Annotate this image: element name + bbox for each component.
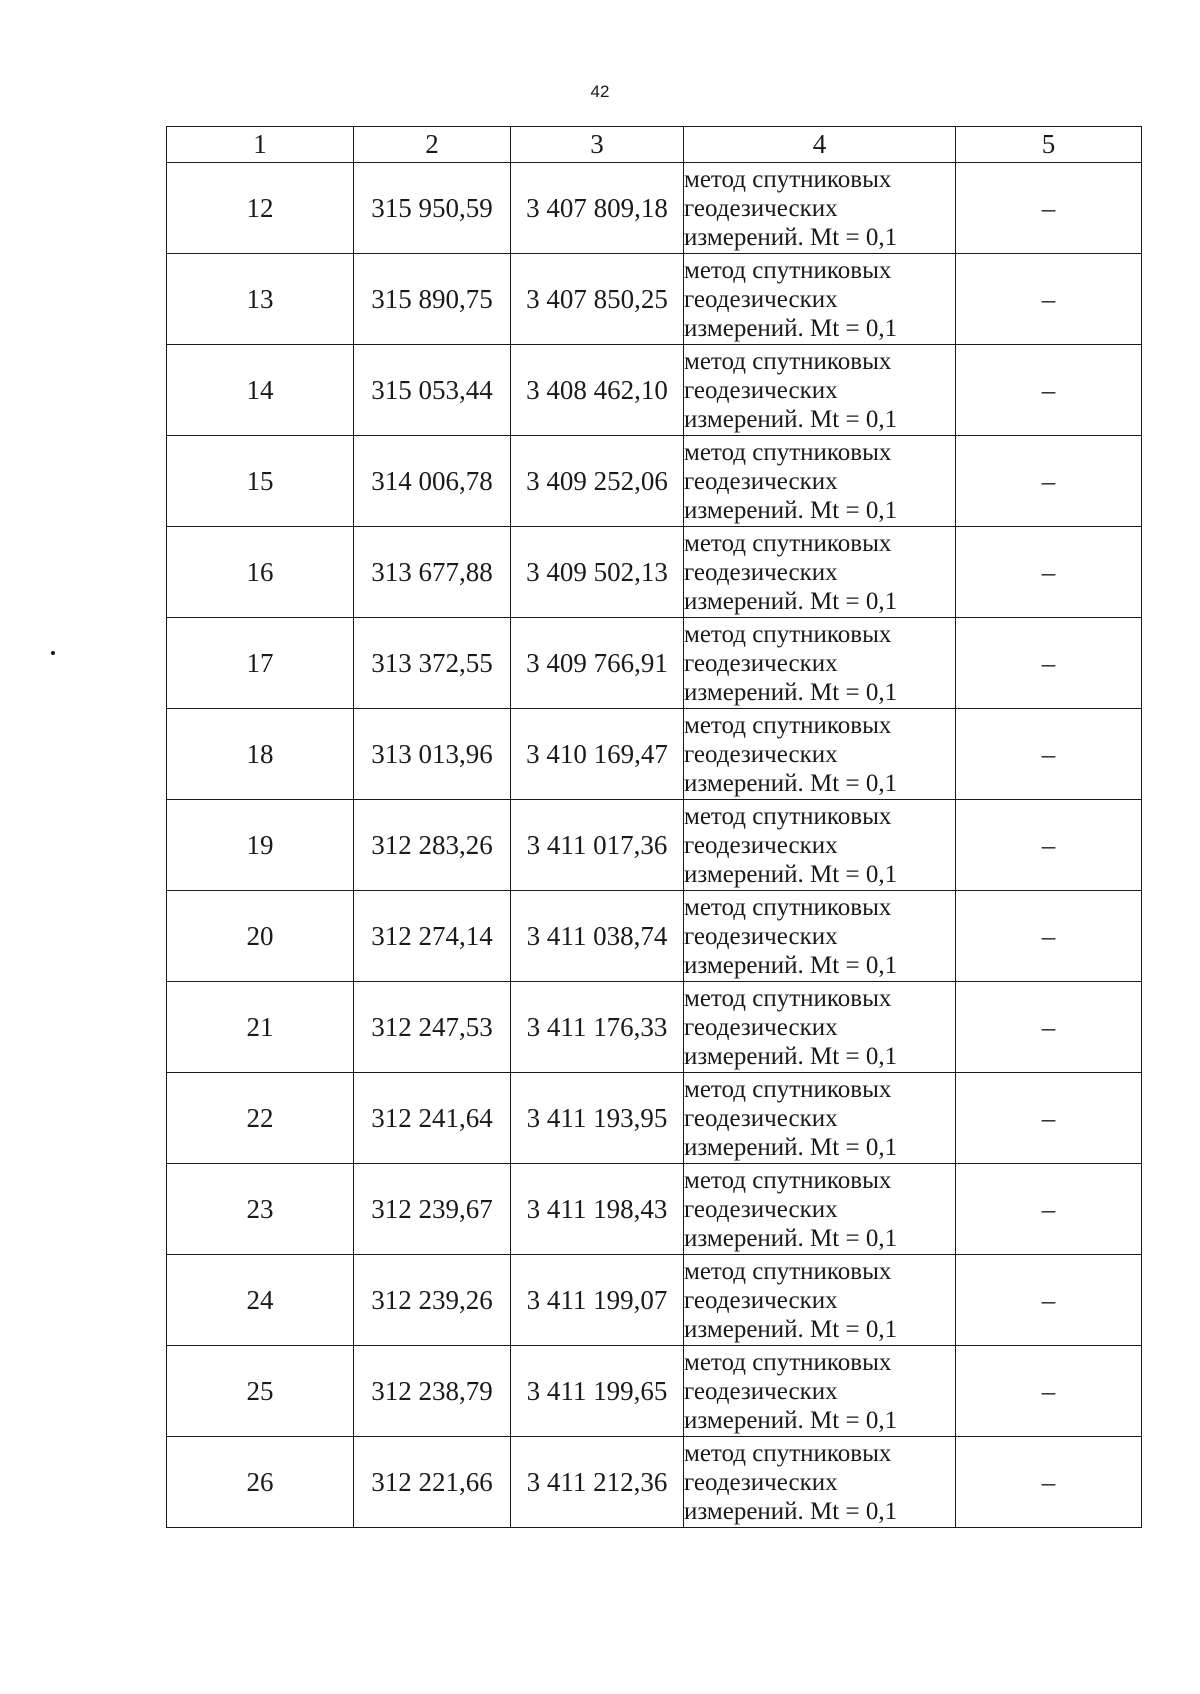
y-coordinate-cell: 3 411 212,36	[511, 1437, 684, 1528]
method-line: геодезических	[684, 1468, 838, 1496]
x-coordinate-cell: 312 283,26	[354, 800, 511, 891]
point-number-cell: 20	[167, 891, 354, 982]
point-number-cell: 18	[167, 709, 354, 800]
point-number-cell: 23	[167, 1164, 354, 1255]
table-row	[167, 891, 1142, 982]
method-line: геодезических	[684, 467, 838, 495]
x-coordinate-cell: 315 950,59	[354, 163, 511, 254]
method-line: измерений. Mt = 0,1	[684, 1315, 898, 1343]
x-coordinate-cell: 313 372,55	[354, 618, 511, 709]
header-cell-3: 3	[511, 127, 684, 163]
y-coordinate-cell: 3 411 176,33	[511, 982, 684, 1073]
point-number-cell: 12	[167, 163, 354, 254]
x-coordinate-cell: 312 247,53	[354, 982, 511, 1073]
header-row	[167, 127, 1142, 163]
point-number-cell: 26	[167, 1437, 354, 1528]
table-row	[167, 1164, 1142, 1255]
method-cell	[684, 709, 956, 800]
point-number-cell: 16	[167, 527, 354, 618]
x-coordinate-cell: 315 890,75	[354, 254, 511, 345]
y-coordinate-cell: 3 407 809,18	[511, 163, 684, 254]
method-line: измерений. Mt = 0,1	[684, 1406, 898, 1434]
note-cell: –	[956, 1437, 1142, 1528]
page-number: 42	[590, 82, 610, 101]
x-coordinate-cell: 312 239,67	[354, 1164, 511, 1255]
point-number-cell: 13	[167, 254, 354, 345]
method-line: геодезических	[684, 376, 838, 404]
note-cell: –	[956, 1255, 1142, 1346]
point-number-cell: 15	[167, 436, 354, 527]
point-number-cell: 22	[167, 1073, 354, 1164]
method-line: геодезических	[684, 1377, 838, 1405]
method-cell	[684, 527, 956, 618]
method-line: метод спутниковых	[684, 1348, 892, 1376]
method-line: геодезических	[684, 1286, 838, 1314]
method-line: измерений. Mt = 0,1	[684, 1042, 898, 1070]
table-row	[167, 254, 1142, 345]
header-cell-4: 4	[684, 127, 956, 163]
method-line: измерений. Mt = 0,1	[684, 587, 898, 615]
method-line: геодезических	[684, 1195, 838, 1223]
note-cell: –	[956, 345, 1142, 436]
method-cell	[684, 436, 956, 527]
note-cell: –	[956, 891, 1142, 982]
method-cell	[684, 254, 956, 345]
note-cell: –	[956, 618, 1142, 709]
y-coordinate-cell: 3 411 038,74	[511, 891, 684, 982]
table-row	[167, 982, 1142, 1073]
x-coordinate-cell: 314 006,78	[354, 436, 511, 527]
method-line: метод спутниковых	[684, 347, 892, 375]
point-number-cell: 21	[167, 982, 354, 1073]
method-line: геодезических	[684, 1013, 838, 1041]
y-coordinate-cell: 3 407 850,25	[511, 254, 684, 345]
method-line: метод спутниковых	[684, 1166, 892, 1194]
table-row	[167, 1437, 1142, 1528]
note-cell: –	[956, 163, 1142, 254]
method-line: метод спутниковых	[684, 438, 892, 466]
note-cell: –	[956, 982, 1142, 1073]
y-coordinate-cell: 3 411 199,65	[511, 1346, 684, 1437]
method-line: измерений. Mt = 0,1	[684, 223, 898, 251]
method-cell	[684, 1073, 956, 1164]
method-cell	[684, 1164, 956, 1255]
table-row	[167, 1073, 1142, 1164]
x-coordinate-cell: 315 053,44	[354, 345, 511, 436]
table-row	[167, 800, 1142, 891]
table-row	[167, 618, 1142, 709]
method-line: метод спутниковых	[684, 256, 892, 284]
y-coordinate-cell: 3 410 169,47	[511, 709, 684, 800]
table-row	[167, 1346, 1142, 1437]
y-coordinate-cell: 3 411 199,07	[511, 1255, 684, 1346]
method-line: геодезических	[684, 740, 838, 768]
table-body	[167, 163, 1142, 1528]
method-cell	[684, 618, 956, 709]
method-cell	[684, 1437, 956, 1528]
x-coordinate-cell: 313 013,96	[354, 709, 511, 800]
method-line: метод спутниковых	[684, 711, 892, 739]
point-number-cell: 19	[167, 800, 354, 891]
note-cell: –	[956, 436, 1142, 527]
x-coordinate-cell: 312 238,79	[354, 1346, 511, 1437]
y-coordinate-cell: 3 411 017,36	[511, 800, 684, 891]
method-line: измерений. Mt = 0,1	[684, 860, 898, 888]
method-cell	[684, 345, 956, 436]
method-line: метод спутниковых	[684, 984, 892, 1012]
method-cell	[684, 800, 956, 891]
x-coordinate-cell: 312 274,14	[354, 891, 511, 982]
note-cell: –	[956, 254, 1142, 345]
method-line: метод спутниковых	[684, 893, 892, 921]
method-cell	[684, 163, 956, 254]
note-cell: –	[956, 1164, 1142, 1255]
table-row	[167, 709, 1142, 800]
method-cell	[684, 1255, 956, 1346]
method-line: геодезических	[684, 1104, 838, 1132]
header-cell-1: 1	[167, 127, 354, 163]
method-line: измерений. Mt = 0,1	[684, 1224, 898, 1252]
method-line: измерений. Mt = 0,1	[684, 1133, 898, 1161]
method-line: геодезических	[684, 558, 838, 586]
note-cell: –	[956, 1346, 1142, 1437]
scan-speck	[51, 651, 55, 655]
coordinates-table	[166, 126, 1142, 1528]
method-line: геодезических	[684, 649, 838, 677]
header-cell-5: 5	[956, 127, 1142, 163]
method-line: измерений. Mt = 0,1	[684, 405, 898, 433]
table-row	[167, 436, 1142, 527]
header-cell-2: 2	[354, 127, 511, 163]
method-line: измерений. Mt = 0,1	[684, 951, 898, 979]
table-row	[167, 345, 1142, 436]
method-line: метод спутниковых	[684, 1075, 892, 1103]
method-line: геодезических	[684, 922, 838, 950]
method-cell	[684, 1346, 956, 1437]
method-line: метод спутниковых	[684, 529, 892, 557]
note-cell: –	[956, 527, 1142, 618]
point-number-cell: 17	[167, 618, 354, 709]
x-coordinate-cell: 312 239,26	[354, 1255, 511, 1346]
y-coordinate-cell: 3 411 193,95	[511, 1073, 684, 1164]
method-line: метод спутниковых	[684, 165, 892, 193]
method-line: метод спутниковых	[684, 1257, 892, 1285]
y-coordinate-cell: 3 409 252,06	[511, 436, 684, 527]
y-coordinate-cell: 3 409 502,13	[511, 527, 684, 618]
method-line: измерений. Mt = 0,1	[684, 678, 898, 706]
method-line: измерений. Mt = 0,1	[684, 496, 898, 524]
method-line: геодезических	[684, 831, 838, 859]
y-coordinate-cell: 3 408 462,10	[511, 345, 684, 436]
method-line: метод спутниковых	[684, 802, 892, 830]
method-line: геодезических	[684, 285, 838, 313]
method-cell	[684, 891, 956, 982]
x-coordinate-cell: 312 241,64	[354, 1073, 511, 1164]
method-line: геодезических	[684, 194, 838, 222]
x-coordinate-cell: 312 221,66	[354, 1437, 511, 1528]
note-cell: –	[956, 709, 1142, 800]
y-coordinate-cell: 3 411 198,43	[511, 1164, 684, 1255]
method-line: измерений. Mt = 0,1	[684, 769, 898, 797]
point-number-cell: 25	[167, 1346, 354, 1437]
method-line: метод спутниковых	[684, 620, 892, 648]
method-cell	[684, 982, 956, 1073]
note-cell: –	[956, 800, 1142, 891]
method-line: измерений. Mt = 0,1	[684, 314, 898, 342]
method-line: измерений. Mt = 0,1	[684, 1497, 898, 1525]
note-cell: –	[956, 1073, 1142, 1164]
point-number-cell: 14	[167, 345, 354, 436]
point-number-cell: 24	[167, 1255, 354, 1346]
table-row	[167, 1255, 1142, 1346]
table-row	[167, 163, 1142, 254]
table-row	[167, 527, 1142, 618]
method-line: метод спутниковых	[684, 1439, 892, 1467]
x-coordinate-cell: 313 677,88	[354, 527, 511, 618]
y-coordinate-cell: 3 409 766,91	[511, 618, 684, 709]
